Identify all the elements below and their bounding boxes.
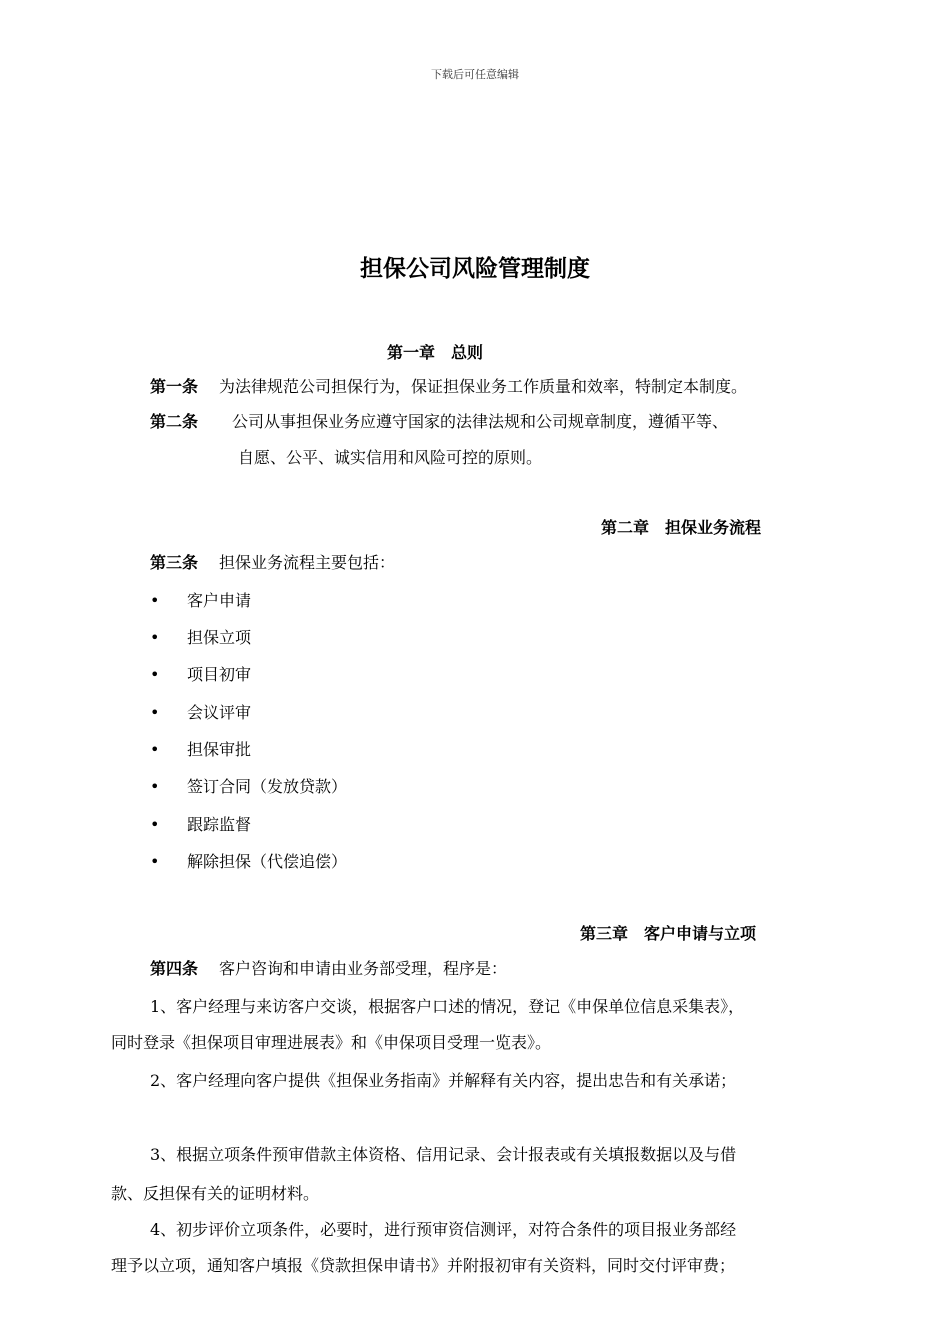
list-item-text: 项目初审	[187, 665, 252, 684]
article-3-text: 担保业务流程主要包括：	[219, 553, 396, 572]
list-item	[150, 625, 251, 648]
list-item	[150, 588, 251, 611]
article-1-label: 第一条	[150, 377, 199, 396]
list-item-text: 解除担保（代偿追偿）	[187, 852, 348, 871]
article-3-label: 第三条	[150, 553, 199, 572]
list-item	[150, 737, 251, 760]
article-1-text: 为法律规范公司担保行为，保证担保业务工作质量和效率，特制定本制度。	[219, 377, 748, 396]
list-item	[150, 812, 251, 835]
paragraph-4-line1: 4、初步评价立项条件，必要时，进行预审资信测评，对符合条件的项目报业务部经	[150, 1220, 737, 1239]
bullet-icon: •	[150, 777, 160, 796]
list-item-text: 会议评审	[187, 703, 252, 722]
article-2-line2: 自愿、公平、诚实信用和风险可控的原则。	[238, 448, 543, 467]
chapter-1-heading: 第一章 总则	[387, 343, 484, 362]
paragraph-2: 2、客户经理向客户提供《担保业务指南》并解释有关内容，提出忠告和有关承诺；	[150, 1071, 737, 1090]
list-item	[150, 774, 347, 797]
bullet-icon: •	[150, 815, 160, 834]
article-2-line1: 公司从事担保业务应遵守国家的法律法规和公司规章制度，遵循平等、	[232, 412, 729, 431]
bullet-icon: •	[150, 665, 160, 684]
list-item-text: 跟踪监督	[187, 815, 252, 834]
paragraph-3-line1: 3、根据立项条件预审借款主体资格、信用记录、会计报表或有关填报数据以及与借	[150, 1145, 737, 1164]
list-item-text: 担保审批	[187, 740, 252, 759]
header-note: 下载后可任意编辑	[431, 68, 519, 81]
document-title: 担保公司风险管理制度	[360, 256, 590, 282]
article-4	[150, 956, 507, 979]
chapter-3-heading: 第三章 客户申请与立项	[580, 924, 757, 943]
bullet-icon: •	[150, 852, 160, 871]
article-3	[150, 550, 395, 573]
paragraph-3-line2: 款、反担保有关的证明材料。	[111, 1184, 320, 1203]
list-item	[150, 849, 347, 872]
bullet-icon: •	[150, 740, 160, 759]
list-item	[150, 700, 251, 723]
list-item-text: 担保立项	[187, 628, 252, 647]
article-4-text: 客户咨询和申请由业务部受理，程序是：	[219, 959, 508, 978]
bullet-icon: •	[150, 591, 160, 610]
paragraph-1-line1: 1、客户经理与来访客户交谈，根据客户口述的情况，登记《申保单位信息采集表》，	[150, 997, 745, 1016]
list-item	[150, 662, 251, 685]
list-item-text: 客户申请	[187, 591, 252, 610]
bullet-icon: •	[150, 703, 160, 722]
article-1	[150, 374, 747, 397]
bullet-icon: •	[150, 628, 160, 647]
article-2-label: 第二条	[150, 412, 199, 431]
chapter-2-heading: 第二章 担保业务流程	[601, 518, 762, 537]
paragraph-1-line2: 同时登录《担保项目审理进展表》和《申保项目受理一览表》。	[111, 1033, 552, 1052]
paragraph-4-line2: 理予以立项，通知客户填报《贷款担保申请书》并附报初审有关资料，同时交付评审费；	[111, 1256, 736, 1275]
article-4-label: 第四条	[150, 959, 199, 978]
list-item-text: 签订合同（发放贷款）	[187, 777, 348, 796]
article-2	[150, 409, 728, 432]
